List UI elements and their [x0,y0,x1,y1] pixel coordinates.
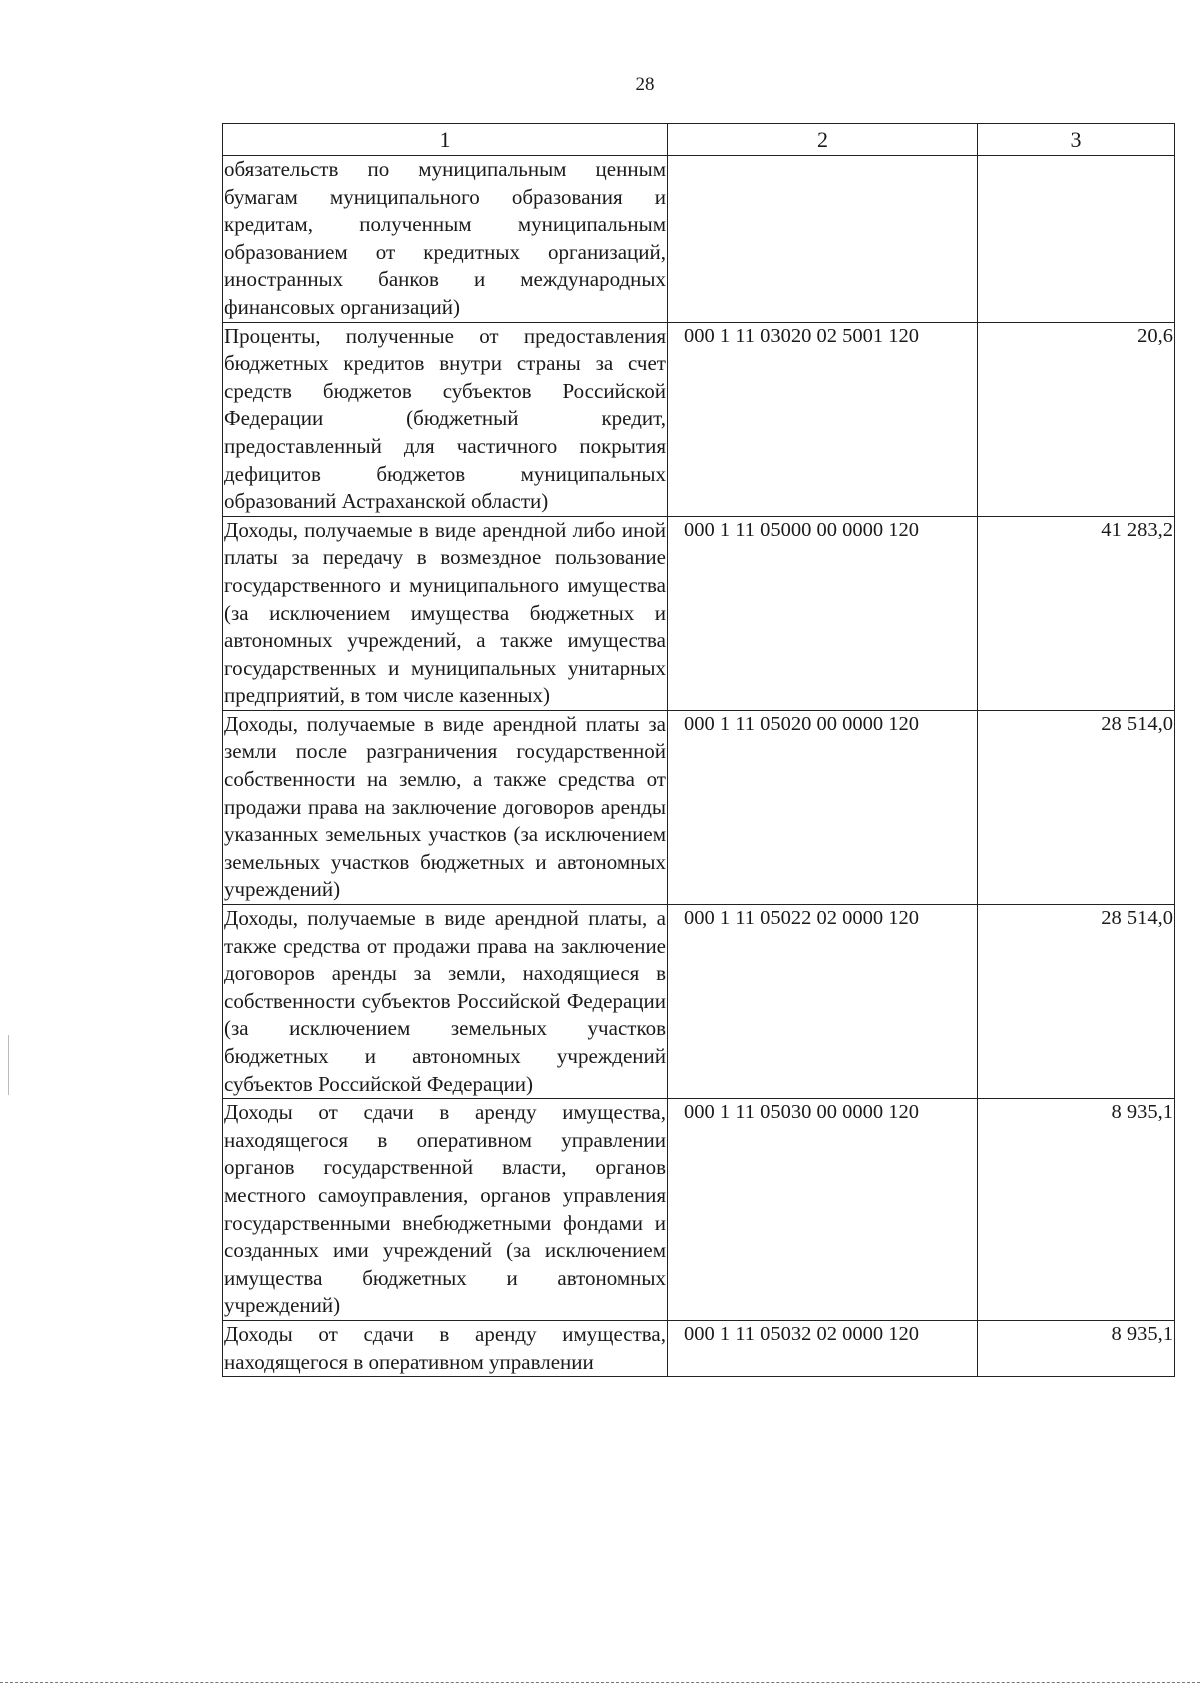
row-value-cell [978,710,1175,904]
column-header-2: 2 [668,124,978,156]
row-code-cell [668,322,978,516]
row-value-cell [978,905,1175,1099]
row-value-cell [978,1320,1175,1376]
row-value-cell [978,156,1175,323]
row-value: 20,6 [1137,324,1173,347]
row-value: 8 935,1 [1111,1101,1173,1124]
row-name-cell [223,710,668,904]
row-name-cell [223,322,668,516]
row-code-cell [668,905,978,1099]
row-name: Доходы от сдачи в аренду имущества, находящегося в оперативном управлении органов государственной власти, органов местного самоуправления, органов управления государственными внебюджетными фондами и созданных ими учреждений (за исключением имущества бюджетных и автономных учреждений) [224,1100,666,1318]
table-row [223,322,1175,516]
row-code: 000 1 11 05030 00 0000 120 [684,1101,919,1124]
row-name-cell [223,905,668,1099]
row-name-cell [223,1320,668,1376]
row-code: 000 1 11 05020 00 0000 120 [684,712,919,735]
scan-bottom-rule [0,1682,1200,1683]
row-code: 000 1 11 05032 02 0000 120 [684,1322,919,1345]
row-value: 28 514,0 [1101,712,1173,735]
row-value: 8 935,1 [1111,1322,1173,1345]
table-row [223,1320,1175,1376]
table-header-row [223,124,1175,156]
row-name: Доходы от сдачи в аренду имущества, находящегося в оперативном управлении [224,1321,666,1374]
table-row [223,1099,1175,1321]
row-value-cell [978,1099,1175,1321]
row-name-cell [223,1099,668,1321]
row-code: 000 1 11 03020 02 5001 120 [684,324,919,347]
row-name: Доходы, получаемые в виде арендной платы за земли после разграничения государственной собственности на землю, а также средства от продажи права на заключение договоров аренды указанных земельных участков (за исключением земельных участков бюджетных и автономных учреждений) [224,711,666,902]
column-header-1: 1 [223,124,668,156]
row-name: Доходы, получаемые в виде арендной платы, а также средства от продажи права на заключение договоров аренды за земли, находящиеся в собственности субъектов Российской Федерации (за исключением земельных участков бюджетных и автономных учреждений субъектов Российской Федерации) [224,906,666,1096]
revenue-table [222,123,1175,1377]
row-code-cell [668,710,978,904]
row-name: обязательств по муниципальным ценным бумагам муниципального образования и кредитам, полученным муниципальным образованием от кредитных организаций, иностранных банков и международных финансовых организаций) [224,157,666,319]
row-name: Проценты, полученные от предоставления бюджетных кредитов внутри страны за счет средств бюджетов субъектов Российской Федерации (бюджетный кредит, предоставленный для частичного покрытия дефицитов бюджетов муниципальных образований Астраханской области) [224,323,666,514]
page-number: 28 [635,74,655,95]
row-name-cell [223,156,668,323]
row-value: 41 283,2 [1101,518,1173,541]
column-header-3: 3 [978,124,1175,156]
row-code: 000 1 11 05022 02 0000 120 [684,907,919,930]
table-row [223,156,1175,323]
row-code-cell [668,1320,978,1376]
row-value: 28 514,0 [1101,907,1173,930]
row-name-cell [223,516,668,710]
row-code-cell [668,156,978,323]
row-code-cell [668,516,978,710]
row-code: 000 1 11 05000 00 0000 120 [684,518,919,541]
table-row [223,516,1175,710]
row-value-cell [978,322,1175,516]
row-name: Доходы, получаемые в виде арендной либо иной платы за передачу в возмездное пользование государственного и муниципального имущества (за исключением имущества бюджетных и автономных учреждений, а также имущества государственных и муниципальных унитарных предприятий, в том числе казенных) [224,517,666,708]
table-row [223,905,1175,1099]
scan-edge-mark [8,1035,9,1095]
row-code-cell [668,1099,978,1321]
row-value-cell [978,516,1175,710]
table-row [223,710,1175,904]
